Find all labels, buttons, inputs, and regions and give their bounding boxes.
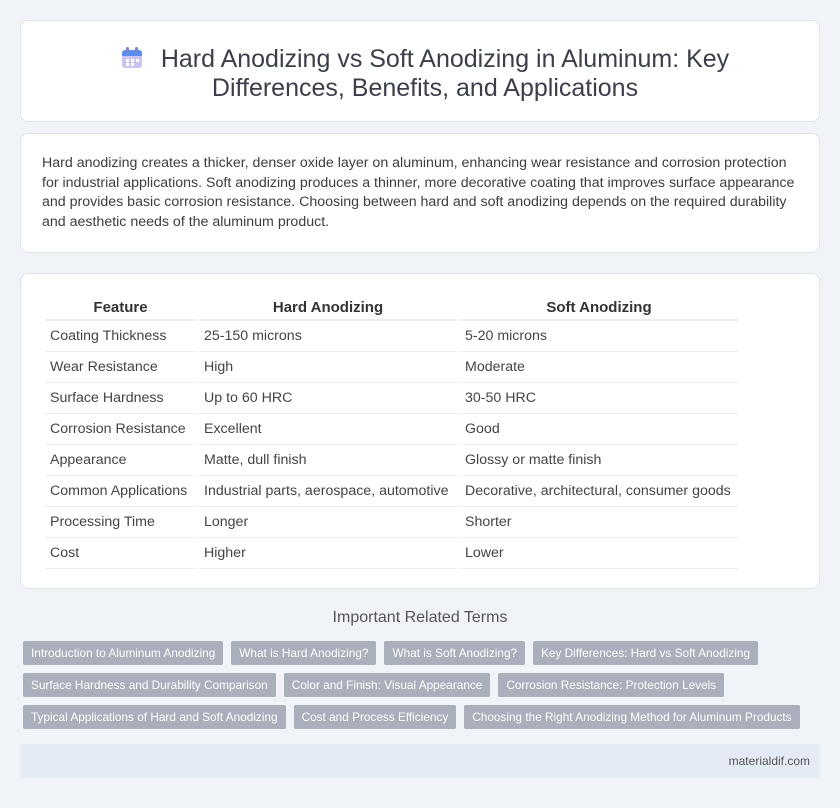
related-term-link[interactable]: Color and Finish: Visual Appearance [284, 673, 491, 697]
related-term-link[interactable]: Key Differences: Hard vs Soft Anodizing [533, 641, 758, 665]
header-soft-anodizing: Soft Anodizing [460, 295, 738, 321]
calendar-icon [121, 47, 143, 69]
related-term-link[interactable]: What is Soft Anodizing? [384, 641, 525, 665]
tag-row [23, 673, 823, 697]
table-row [45, 507, 738, 538]
table-row [45, 321, 738, 352]
page-title-text: Hard Anodizing vs Soft Anodizing in Aluminum: Key Differences, Benefits, and Applications [160, 45, 730, 102]
related-term-link[interactable]: Corrosion Resistance: Protection Levels [498, 673, 724, 697]
site-link[interactable]: materialdif.com [728, 754, 810, 768]
comparison-card [20, 273, 820, 589]
feature-cell: Wear Resistance [45, 352, 196, 383]
table-row [45, 538, 738, 569]
related-term-link[interactable]: Cost and Process Efficiency [294, 705, 457, 729]
soft-cell: Decorative, architectural, consumer goods [460, 476, 738, 507]
feature-cell: Corrosion Resistance [45, 414, 196, 445]
hard-cell: Industrial parts, aerospace, automotive [199, 476, 457, 507]
hard-cell: 25-150 microns [199, 321, 457, 352]
feature-cell: Surface Hardness [45, 383, 196, 414]
related-terms-list [23, 641, 823, 737]
feature-cell: Processing Time [45, 507, 196, 538]
soft-cell: Lower [460, 538, 738, 569]
header-feature: Feature [45, 295, 196, 321]
hard-cell: Matte, dull finish [199, 445, 457, 476]
tag-row [23, 641, 823, 665]
table-row [45, 383, 738, 414]
table-row [45, 414, 738, 445]
feature-cell: Cost [45, 538, 196, 569]
related-terms-heading: Important Related Terms [332, 609, 508, 626]
table-row [45, 445, 738, 476]
soft-cell: Shorter [460, 507, 738, 538]
related-term-link[interactable]: Surface Hardness and Durability Comparison [23, 673, 276, 697]
soft-cell: 5-20 microns [460, 321, 738, 352]
feature-cell: Common Applications [45, 476, 196, 507]
footer [20, 744, 820, 778]
hard-cell: Excellent [199, 414, 457, 445]
hard-cell: Higher [199, 538, 457, 569]
table-header-row [45, 295, 738, 321]
soft-cell: Glossy or matte finish [460, 445, 738, 476]
hard-cell: Longer [199, 507, 457, 538]
intro-card [20, 133, 820, 253]
related-term-link[interactable]: What is Hard Anodizing? [231, 641, 376, 665]
table-row [45, 476, 738, 507]
soft-cell: Moderate [460, 352, 738, 383]
tag-row [23, 705, 823, 729]
hard-cell: High [199, 352, 457, 383]
soft-cell: Good [460, 414, 738, 445]
page-title [61, 45, 789, 103]
intro-paragraph: Hard anodizing creates a thicker, denser oxide layer on aluminum, enhancing wear resistance and corrosion protection for industrial applications. Soft anodizing produces a thinner, more decorative coating that improves surface appearance and provides basic corrosion resistance. Choosing between hard and soft anodizing depends on the required durability and aesthetic needs of the aluminum product. [42, 155, 795, 230]
related-term-link[interactable]: Typical Applications of Hard and Soft Anodizing [23, 705, 286, 729]
table-row [45, 352, 738, 383]
feature-cell: Coating Thickness [45, 321, 196, 352]
header-hard-anodizing: Hard Anodizing [199, 295, 457, 321]
related-term-link[interactable]: Choosing the Right Anodizing Method for Aluminum Products [464, 705, 799, 729]
soft-cell: 30-50 HRC [460, 383, 738, 414]
feature-cell: Appearance [45, 445, 196, 476]
comparison-table [42, 295, 741, 569]
related-term-link[interactable]: Introduction to Aluminum Anodizing [23, 641, 223, 665]
title-card [20, 20, 820, 122]
hard-cell: Up to 60 HRC [199, 383, 457, 414]
